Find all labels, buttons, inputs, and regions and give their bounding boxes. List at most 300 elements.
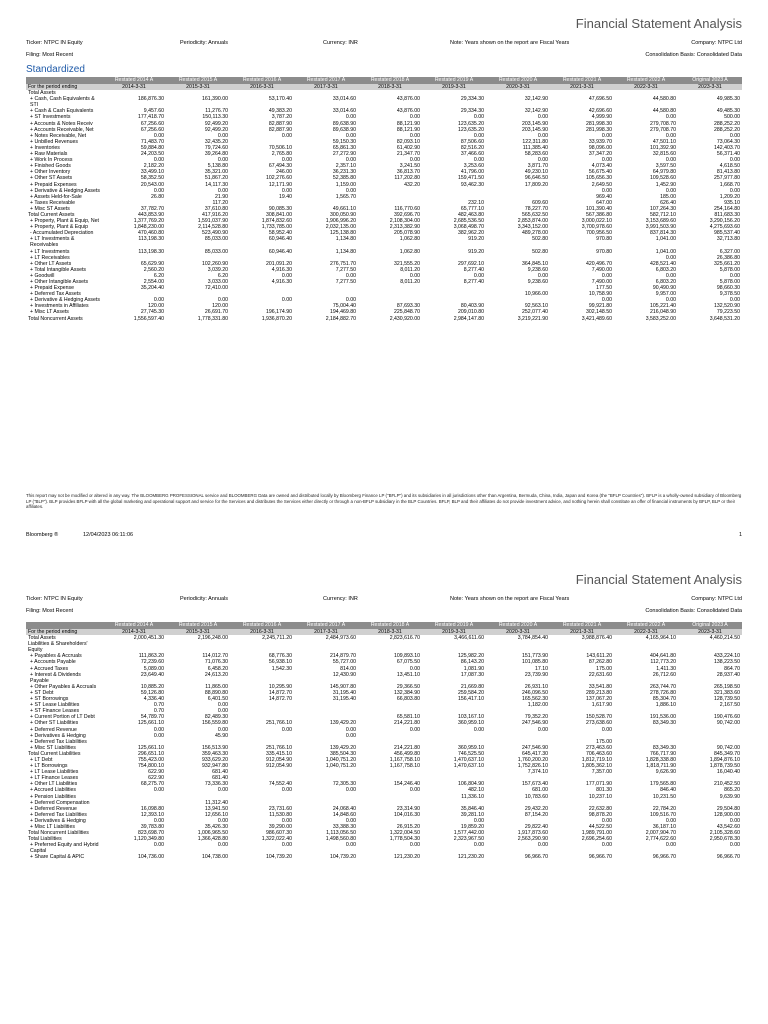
row-value: 9,957.00 — [655, 291, 676, 298]
row-value: 746,525.50 — [458, 750, 484, 757]
column-header-row — [26, 622, 742, 629]
row-value: 0.00 — [473, 272, 484, 279]
row-value: 82,516.20 — [460, 144, 484, 151]
row-value: 17,809.20 — [524, 181, 548, 188]
row-value: 179,565.80 — [650, 781, 676, 788]
row-label: + Investments in Affiliates — [30, 303, 89, 310]
row-value: 0.00 — [729, 297, 740, 304]
period-date: 2019-3-31 — [422, 84, 486, 90]
row-label: + ST Investments — [30, 114, 71, 121]
column-header: Restated 2016 A — [230, 622, 294, 629]
row-value: 81,413.80 — [716, 169, 740, 176]
row-value: 22,784.20 — [652, 805, 676, 812]
row-label: + Payables & Accruals — [30, 653, 82, 660]
row-value: 90,742.00 — [716, 744, 740, 751]
row-value: 71,483.70 — [140, 138, 164, 145]
row-label: Total Assets — [28, 635, 56, 642]
row-value: 12,430.90 — [332, 671, 356, 678]
row-value: 9,626.90 — [655, 769, 676, 776]
row-value: 12,171.90 — [268, 181, 292, 188]
row-value: 1,542.30 — [271, 665, 292, 672]
row-value: 43,876.00 — [396, 108, 420, 115]
row-label: + Derivatives & Hedging — [30, 817, 86, 824]
row-value: 1,668.70 — [719, 181, 740, 188]
row-value: 0.00 — [345, 817, 356, 824]
row-value: 53,170.40 — [268, 96, 292, 103]
row-value: 1,556,597.40 — [133, 315, 164, 322]
row-value: 79,223.50 — [716, 309, 740, 316]
row-value: 263,744.70 — [650, 683, 676, 690]
row-value — [294, 641, 358, 653]
row-value: 70,506.10 — [268, 144, 292, 151]
row-value: 82,489.30 — [204, 714, 228, 721]
row-value: 0.00 — [601, 817, 612, 824]
row-value: 6.20 — [153, 272, 164, 279]
row-value: 5,138.80 — [207, 163, 228, 170]
row-value: 302,148.50 — [586, 309, 612, 316]
table-row — [26, 842, 742, 854]
row-value: 970.80 — [596, 248, 612, 255]
consolidation-label: Consolidation Basis: Consolidated Data — [645, 52, 742, 58]
row-value: 0.00 — [153, 817, 164, 824]
row-value: 9,639.90 — [719, 793, 740, 800]
row-value: 26,931.10 — [524, 683, 548, 690]
row-value: 281,998.30 — [586, 120, 612, 127]
row-value: 24,068.40 — [332, 805, 356, 812]
row-value: 37,347.20 — [588, 151, 612, 158]
row-value: 11,336.10 — [461, 793, 484, 800]
row-value: 19,859.20 — [460, 824, 484, 830]
row-value: 7,490.00 — [591, 279, 612, 285]
row-value: 139,429.20 — [330, 720, 356, 727]
report-page-2 — [0, 556, 768, 1024]
row-value: 321,383.60 — [714, 689, 740, 696]
row-value: 1,874,832.60 — [261, 218, 292, 225]
row-value — [550, 641, 614, 653]
row-value: 0.00 — [473, 817, 484, 824]
row-value: 359,463.30 — [202, 750, 228, 757]
row-value: 32,713.80 — [716, 236, 740, 243]
row-value: 2,430,920.00 — [389, 315, 420, 322]
row-value: 92,563.10 — [524, 303, 548, 310]
row-label: + Pension Liabilities — [30, 793, 76, 800]
row-value: 3,421,489.60 — [581, 315, 612, 322]
column-header: Restated 2014 A — [102, 77, 166, 84]
period-date: 2020-3-31 — [486, 84, 550, 90]
row-value: 289,213.80 — [586, 689, 612, 696]
consolidation-label: Consolidation Basis: Consolidated Data — [645, 608, 742, 614]
row-value: 92,499.20 — [204, 120, 228, 127]
row-value: 0.00 — [601, 297, 612, 304]
row-value: 87,154.20 — [524, 811, 548, 818]
row-value: 29,366.50 — [396, 683, 420, 690]
row-value: 2,554.00 — [143, 279, 164, 285]
row-value: 1,322,004.50 — [389, 830, 420, 837]
row-label: + Misc ST Liabilities — [30, 744, 76, 751]
periodicity-label: Periodicity: Annuals — [180, 40, 228, 46]
row-value — [678, 641, 742, 653]
row-value: 21.90 — [215, 193, 228, 200]
column-header: Restated 2021 A — [550, 77, 614, 84]
row-value: 755,423.00 — [138, 756, 164, 763]
row-value: 39,281.10 — [460, 811, 484, 818]
row-value: 0.00 — [281, 817, 292, 824]
row-value: 9,238.60 — [527, 279, 548, 285]
row-value: 65,581.10 — [396, 714, 420, 721]
row-value: 1,062.80 — [399, 248, 420, 255]
period-date: 2016-3-31 — [230, 629, 294, 635]
column-header-row — [26, 77, 742, 84]
row-value: 201,091.20 — [266, 260, 292, 267]
row-value: 1,470,637.10 — [453, 756, 484, 763]
row-value: 4,916.30 — [271, 266, 292, 273]
row-value: 107,264.30 — [650, 205, 676, 212]
row-label: + Misc LT Assets — [30, 309, 69, 316]
row-value: 13,941.50 — [204, 805, 228, 812]
row-label: + Accounts & Notes Receiv — [30, 120, 93, 127]
row-label: + Goodwill — [30, 272, 55, 279]
period-date: 2021-3-31 — [550, 84, 614, 90]
period-date: 2022-3-31 — [614, 629, 678, 635]
row-value: 417,916.20 — [202, 211, 228, 218]
row-value: 0.00 — [665, 254, 676, 261]
row-value: 29,334.30 — [460, 96, 484, 103]
row-label: + Derivative & Hedging Assets — [30, 187, 100, 194]
row-value: 59,150.30 — [332, 138, 356, 145]
row-value: 37,782.70 — [140, 205, 164, 212]
row-label: + Accrued Liabilities — [30, 787, 76, 794]
column-header: Original 2023 A — [678, 77, 742, 84]
row-value: 1,812,719.10 — [581, 756, 612, 763]
row-value: 0.00 — [537, 726, 548, 733]
row-value: 151,773.90 — [522, 653, 548, 660]
row-value: 10,231.50 — [652, 793, 676, 800]
row-value: 0.00 — [665, 132, 676, 139]
row-value: 2,853,874.00 — [517, 218, 548, 225]
row-value: 0.00 — [409, 726, 420, 733]
row-value: 26,915.20 — [396, 824, 420, 830]
row-value: 35,846.40 — [460, 805, 484, 812]
row-value: 3,466,611.60 — [454, 635, 484, 642]
row-value: 296,651.10 — [138, 750, 164, 757]
row-value: 4,618.50 — [719, 163, 740, 170]
row-value: 622.90 — [148, 769, 164, 776]
row-value: 2,167.50 — [719, 702, 740, 709]
company-label: Company: NTPC Ltd — [691, 40, 742, 46]
row-value — [166, 641, 230, 653]
row-value: 54,789.70 — [140, 714, 164, 721]
row-value: 3,597.50 — [655, 163, 676, 170]
row-value: 120.00 — [148, 303, 164, 310]
row-value: 143,611.20 — [586, 653, 612, 660]
row-value: 0.00 — [601, 272, 612, 279]
row-value: 0.00 — [217, 787, 228, 794]
row-value: 0.00 — [665, 297, 676, 304]
row-value: 259,584.20 — [458, 689, 484, 696]
row-value: 142,403.70 — [714, 144, 740, 151]
row-value: 3,871.70 — [527, 163, 548, 170]
row-value: 0.00 — [601, 726, 612, 733]
row-value: 33,014.60 — [332, 108, 356, 115]
row-value: 24,203.50 — [140, 151, 164, 158]
row-value: 279,708.70 — [650, 126, 676, 133]
row-value: 364,845.10 — [522, 260, 548, 267]
row-value: 3,241.50 — [399, 163, 420, 170]
row-value: 98,878.20 — [588, 811, 612, 818]
row-value: 26,712.60 — [652, 671, 676, 678]
row-value — [358, 641, 422, 653]
row-value: 281,998.30 — [586, 126, 612, 133]
column-header-blank — [26, 622, 102, 629]
row-value: 145,907.80 — [330, 683, 356, 690]
row-value: 969.40 — [596, 193, 612, 200]
period-date: 2023-3-31 — [678, 629, 742, 635]
row-value: 6,401.50 — [207, 696, 228, 703]
table-row — [26, 96, 742, 108]
row-value: 44,522.50 — [588, 824, 612, 830]
row-label: Liabilities & Shareholders' Equity — [28, 641, 88, 654]
row-value: 0.00 — [153, 732, 164, 739]
row-value: 6,803.20 — [655, 279, 676, 285]
row-value: 14,872.70 — [268, 689, 292, 696]
row-value: 0.00 — [409, 272, 420, 279]
row-value: 17,087.30 — [460, 671, 484, 678]
row-value: 0.00 — [345, 787, 356, 794]
row-value: 31,195.40 — [332, 696, 356, 703]
row-value: 0.00 — [473, 842, 484, 849]
row-value: 0.00 — [729, 842, 740, 849]
row-value: 113,198.30 — [138, 236, 164, 243]
row-value: 567,386.80 — [586, 211, 612, 218]
row-value: 360,959.10 — [458, 720, 484, 727]
row-value: 161,390.00 — [202, 96, 228, 103]
row-value: 257,977.80 — [714, 175, 740, 182]
row-value — [230, 672, 294, 684]
row-value: 1,752,826.10 — [517, 763, 548, 770]
row-value: 73,336.30 — [204, 781, 228, 788]
row-value: 79,352.20 — [524, 714, 548, 721]
row-value: 4,073.40 — [591, 163, 612, 170]
row-value: 0.00 — [537, 114, 548, 121]
row-value: 7,357.00 — [591, 769, 612, 776]
row-value: 3,039.20 — [207, 266, 228, 273]
column-header: Restated 2020 A — [486, 622, 550, 629]
row-value: 154,246.40 — [394, 781, 420, 788]
row-value: 2,950,678.30 — [709, 836, 740, 843]
row-value: 273,463.60 — [586, 744, 612, 751]
row-label: + Other Intangible Assets — [30, 279, 89, 285]
row-value: 2,184,882.70 — [325, 315, 356, 322]
row-value: 502.80 — [532, 248, 548, 255]
row-value: 3,033.00 — [207, 279, 228, 285]
column-header: Restated 2019 A — [422, 622, 486, 629]
row-value: 8,011.20 — [400, 266, 420, 273]
row-value: 0.00 — [217, 708, 228, 715]
row-value: 156,417.10 — [458, 696, 484, 703]
row-value: 49,383.20 — [268, 108, 292, 115]
row-label: + Other ST Assets — [30, 175, 73, 182]
row-value — [614, 641, 678, 653]
row-value: 47,696.50 — [588, 96, 612, 103]
row-value: 4,999.90 — [591, 114, 612, 121]
row-value: 109,528.60 — [650, 175, 676, 182]
row-label: + Misc LT Liabilities — [30, 824, 75, 830]
row-value: 43,542.60 — [716, 824, 740, 830]
row-value: 175.00 — [596, 665, 612, 672]
row-value: 66,803.80 — [396, 696, 420, 703]
row-value: 2,649.50 — [591, 181, 612, 188]
row-value: 79,724.60 — [204, 144, 228, 151]
row-value: 2,823,616.70 — [389, 635, 420, 642]
row-value: 55,727.00 — [332, 659, 356, 666]
column-header: Restated 2017 A — [294, 622, 358, 629]
period-date: 2018-3-31 — [358, 629, 422, 635]
row-value: 0.00 — [729, 187, 740, 194]
row-value: 177,071.90 — [586, 781, 612, 788]
row-value: 33,014.60 — [332, 96, 356, 103]
row-value: 156,513.90 — [202, 744, 228, 751]
row-value: 56,371.40 — [716, 151, 740, 158]
row-value: 0.00 — [153, 187, 164, 194]
row-value: 210,452.50 — [714, 781, 740, 788]
row-value: 0.00 — [281, 297, 292, 304]
row-value: 33,499.10 — [140, 169, 164, 176]
column-header: Restated 2022 A — [614, 77, 678, 84]
row-value: 246,096.50 — [522, 689, 548, 696]
row-value: 0.00 — [281, 787, 292, 794]
row-value: 1,805,362.10 — [581, 763, 612, 770]
row-value: 766,717.90 — [650, 750, 676, 757]
footer-brand: Bloomberg ® — [26, 532, 59, 538]
row-value: 13,451.10 — [396, 671, 420, 678]
row-value: 2,774,622.60 — [645, 836, 676, 843]
row-value: 37,466.60 — [460, 151, 484, 158]
column-header: Restated 2018 A — [358, 622, 422, 629]
row-value: 116,770.60 — [394, 205, 420, 212]
row-value: 0.00 — [345, 842, 356, 849]
row-label: + LT Investments & Receivables — [30, 236, 75, 249]
row-label: + Other ST Liabilities — [30, 720, 79, 727]
row-value: 0.00 — [281, 726, 292, 733]
period-date: 2019-3-31 — [422, 629, 486, 635]
row-value: 56,675.40 — [588, 169, 612, 176]
row-label: + ST Borrowings — [30, 696, 69, 703]
row-value: 420,496.70 — [586, 260, 612, 267]
row-value: 27,745.30 — [140, 309, 164, 316]
row-value: 191,536.00 — [650, 714, 676, 721]
row-value: 99,921.80 — [588, 303, 612, 310]
row-value: 443,853.90 — [138, 211, 164, 218]
row-value: 31,195.40 — [332, 689, 356, 696]
row-value: 2,032,135.00 — [325, 224, 356, 231]
row-value: 0.00 — [409, 787, 420, 794]
row-value: 35,426.30 — [204, 824, 228, 830]
period-date: 2022-3-31 — [614, 84, 678, 90]
row-value: 0.00 — [409, 665, 420, 672]
row-value: 23,739.90 — [524, 671, 548, 678]
row-value: 214,221.80 — [394, 720, 420, 727]
row-value: 482,463.80 — [458, 211, 484, 218]
row-value: 120.00 — [212, 303, 228, 310]
row-value: 104,738.00 — [202, 854, 228, 861]
row-value: 33,541.80 — [588, 683, 612, 690]
row-value: 288,252.20 — [714, 120, 740, 127]
row-value: 2,765.80 — [271, 151, 292, 158]
row-value: 279,708.70 — [650, 120, 676, 127]
row-value: 1,167,758.10 — [389, 763, 420, 770]
row-value: 0.00 — [153, 787, 164, 794]
row-value: 970.80 — [596, 236, 612, 243]
row-value: 681.00 — [532, 787, 548, 794]
row-value: 1,760,200.20 — [517, 756, 548, 763]
row-value: 14,872.70 — [268, 696, 292, 703]
row-value: 93,462.30 — [460, 181, 484, 188]
row-value: 225,848.70 — [394, 309, 420, 316]
row-value: 117.20 — [212, 199, 228, 206]
row-value: 0.00 — [345, 732, 356, 739]
row-value: 150,113.30 — [202, 114, 228, 121]
row-value: 125,982.20 — [458, 653, 484, 660]
row-value: 59,126.80 — [140, 689, 164, 696]
row-value: 0.00 — [281, 187, 292, 194]
row-value: 11,530.80 — [269, 811, 292, 818]
row-value: 24,613.20 — [204, 671, 228, 678]
row-value: 96,966.70 — [524, 854, 548, 861]
row-value: 0.00 — [601, 132, 612, 139]
currency-label: Currency: INR — [323, 40, 358, 46]
row-value: 252,077.40 — [522, 309, 548, 316]
row-label: + Other LT Liabilities — [30, 781, 78, 788]
row-value: 109,516.70 — [650, 811, 676, 818]
row-value: 1,733,785.00 — [261, 224, 292, 231]
row-value: 104,736.00 — [138, 854, 164, 861]
column-header: Restated 2018 A — [358, 77, 422, 84]
row-value: 27,272.90 — [332, 151, 356, 158]
row-value: 1,498,560.80 — [325, 836, 356, 843]
periodicity-label: Periodicity: Annuals — [180, 596, 228, 602]
row-label: + LT Finance Leases — [30, 775, 79, 782]
row-value: 112,773.20 — [650, 659, 676, 666]
row-value: 482.10 — [468, 787, 484, 794]
row-value: 523,490.90 — [202, 230, 228, 237]
row-value: 502.80 — [532, 236, 548, 243]
row-value: 1,906,996.20 — [325, 218, 356, 225]
row-label: + Accounts Payable — [30, 659, 76, 666]
row-value: 65,777.10 — [460, 205, 484, 212]
row-value: 500.00 — [724, 114, 740, 121]
row-value: 72,239.60 — [140, 659, 164, 666]
row-value: 19.40 — [279, 193, 292, 200]
row-value: 3,784,854.40 — [517, 635, 548, 642]
row-value: 0.00 — [345, 187, 356, 194]
row-value: 9,378.50 — [719, 291, 740, 298]
row-label: + Property, Plant & Equip, Net — [30, 218, 99, 225]
row-value: 0.00 — [409, 132, 420, 139]
row-value: 0.00 — [345, 132, 356, 139]
row-label: + Deferred Revenue — [30, 805, 77, 812]
row-label: + Share Capital & APIC — [30, 854, 85, 861]
row-value: 385,504.30 — [330, 750, 356, 757]
row-value: 20,543.00 — [140, 181, 164, 188]
row-value: 0.00 — [729, 157, 740, 164]
period-date: 2014-3-31 — [102, 629, 166, 635]
row-value: 0.00 — [217, 817, 228, 824]
row-value: 1,936,870.20 — [261, 315, 292, 322]
row-value: 1,209.20 — [719, 193, 740, 200]
row-value: 3,787.20 — [271, 114, 292, 121]
row-label: + Raw Materials — [30, 151, 68, 158]
company-label: Company: NTPC Ltd — [691, 596, 742, 602]
